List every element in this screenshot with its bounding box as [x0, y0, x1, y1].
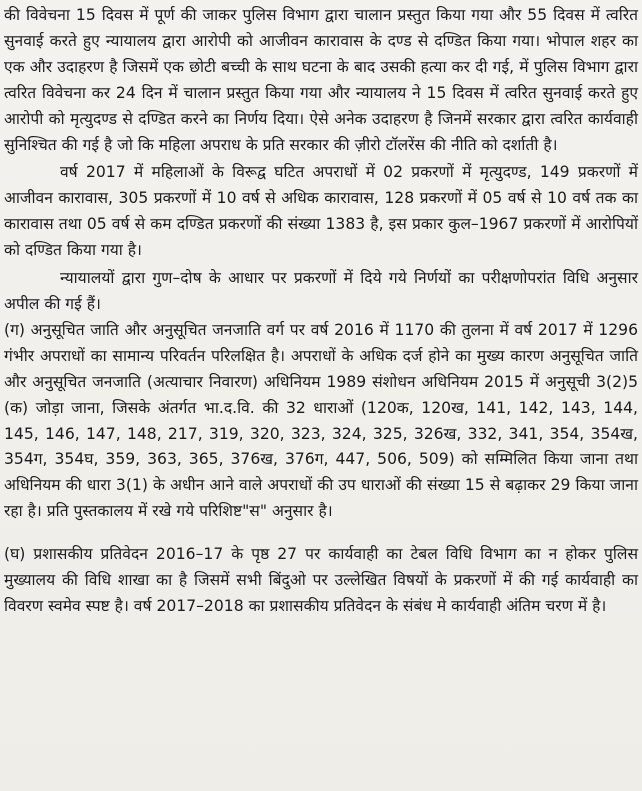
paragraph-section-gha-administrative-report: (घ) प्रशासकीय प्रतिवेदन 2016–17 के पृष्ठ 27 पर कार्यवाही का टेबल विधि विभाग का न होकर पुलिस मुख्यालय की विधि शाखा का है जिसमें सभी बिंदुओ पर उल्लेखित विषयों के प्रकरणों में की गई कार्यवाही का विवरण स्वमेव स्पष्ट है। वर्ष 2017–2018 का प्रशासकीय प्रतिवेदन के संबंध मे कार्यवाही अंतिम चरण में है। — [4, 545, 638, 615]
paragraph-conviction-statistics-2017: वर्ष 2017 में महिलाओं के विरूद्व घटित अपराधों में 02 प्रकरणों में मृत्युदण्ड, 149 प्रकरणों में आजीवन कारावास, 305 प्रकरणों में 10 वर्ष से अधिक कारावास, 128 प्रकरणों में 05 वर्ष से 10 वर्ष तक का कारावास तथा 05 वर्ष से कम दण्डित प्रकरणों की संख्या 1383 है, इस प्रकार कुल–1967 प्रकरणों में आरोपियों को दण्डित किया गया है। — [4, 163, 638, 260]
paragraph-investigation-examples: की विवेचना 15 दिवस में पूर्ण की जाकर पुलिस विभाग द्वारा चालान प्रस्तुत किया गया और 55 दिवस में त्वरित सुनवाई करते हुए न्यायालय द्वारा आरोपी को आजीवन कारावास के दण्ड से दण्डित किया गया। भोपाल शहर का एक और उदाहरण है जिसमें एक छोटी बच्ची के साथ घटना के बाद उसकी हत्या कर दी गई, में पुलिस विभाग द्वारा त्वरित विवेचना कर 24 दिन में चालान प्रस्तुत किया गया और न्यायालय ने 15 दिवस में त्वरित सुनवाई करते हुए आरोपी को मृत्युदण्ड से दण्डित करने का निर्णय दिया। ऐसे अनेक उदाहरण है जिनमें सरकार द्वारा त्वरित कार्यवाही सुनिश्चित की गई है जो कि महिला अपराध के प्रति सरकार की ज़ीरो टॉलरेंस की नीति को दर्शाती है। — [4, 6, 638, 154]
paragraph-court-appeals: न्यायालयों द्वारा गुण–दोष के आधार पर प्रकरणों में दिये गये निर्णयों का परीक्षणोपरांत विधि अनुसार अपील की गई हैं। — [4, 269, 638, 313]
paragraph-section-ga-sc-st: (ग) अनुसूचित जाति और अनुसूचित जनजाति वर्ग पर वर्ष 2016 में 1170 की तुलना में वर्ष 2017 में 1296 गंभीर अपराधों का सामान्य परिवर्तन परिलक्षित है। अपराधों के अधिक दर्ज होने का मुख्य कारण अनुसूचित जाति और अनुसूचित जनजाति (अत्याचार निवारण) अधिनियम 1989 संशोधन अधिनियम 2015 में अनुसूची 3(2)5 (क) जोड़ा जाना, जिसके अंतर्गत भा.द.वि. की 32 धाराओं (120क, 120ख, 141, 142, 143, 144, 145, 146, 147, 148, 217, 319, 320, 323, 324, 325, 326ख, 332, 341, 354, 354ख, 354ग, 354घ, 359, 363, 365, 376ख, 376ग, 447, 506, 509) को सम्मिलित किया जाना तथा अधिनियम की धारा 3(1) के अधीन आने वाले अपराधों की उप धाराओं की संख्या 15 से बढ़ाकर 29 किया जाना रहा है। प्रति पुस्तकालय में रखे गये परिशिष्ट"स" अनुसार है। — [4, 320, 638, 521]
